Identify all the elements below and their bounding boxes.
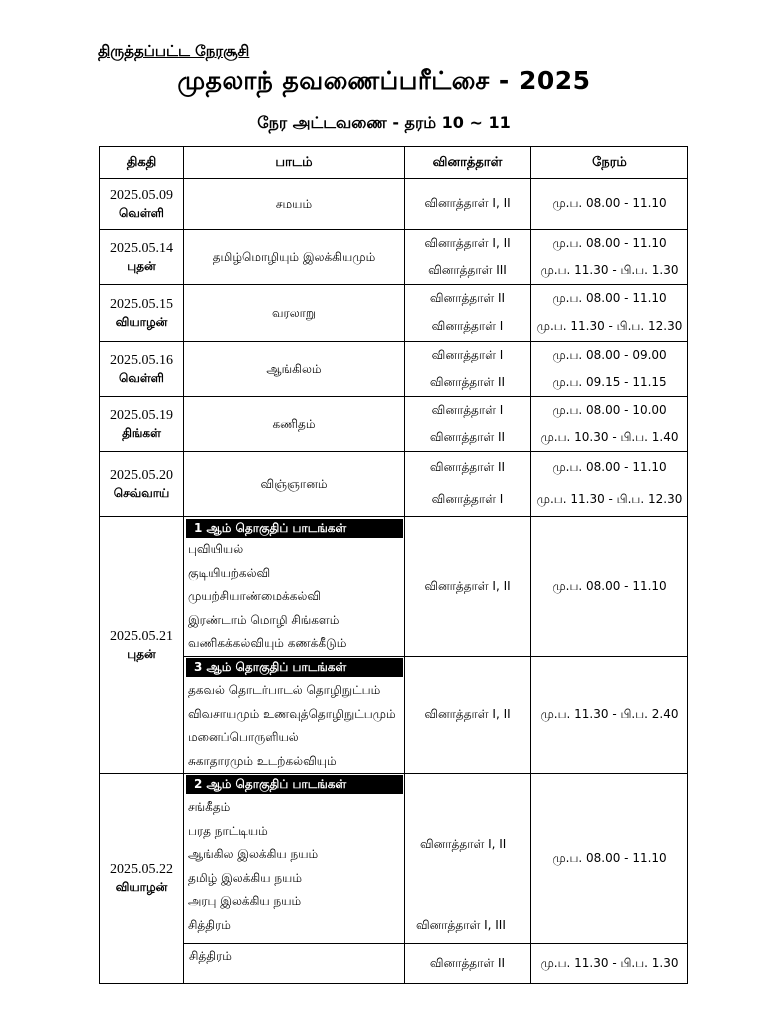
exam-day: புதன் <box>127 646 156 661</box>
subject-item: இரண்டாம் மொழி சிங்களம் <box>188 612 340 627</box>
table-row-date-cell <box>100 452 184 517</box>
time-cell <box>531 179 688 230</box>
paper-label: வினாத்தாள் I <box>431 319 504 333</box>
time-label: மு.ப. 11.30 - பி.ப. 12.30 <box>536 492 683 506</box>
time-cell <box>531 342 688 397</box>
group-1-title: 1 ஆம் தொகுதிப் பாடங்கள் <box>186 519 403 538</box>
exam-day: வெள்ளி <box>119 205 164 220</box>
column-header-paper: வினாத்தாள் <box>405 147 531 179</box>
paper-cell <box>405 657 531 774</box>
timetable-grid <box>99 146 688 984</box>
paper-label: வினாத்தாள் II <box>429 374 506 389</box>
time-cell <box>531 452 688 517</box>
table-row-date-cell <box>100 285 184 342</box>
revised-schedule-note: திருத்தப்பட்ட நேரசூசி <box>98 42 250 60</box>
paper-label: வினாத்தாள் I, III <box>416 918 506 932</box>
paper-cell <box>405 517 531 657</box>
subject-cell: விஞ்ஞானம் <box>184 452 405 517</box>
subject-item: சங்கீதம் <box>188 800 231 814</box>
exam-date: 2025.05.15 <box>110 296 173 312</box>
time-cell <box>531 657 688 774</box>
paper-cell <box>405 944 531 983</box>
exam-day: திங்கள் <box>122 425 161 440</box>
subject-item: தகவல் தொடர்பாடல் தொழிநுட்பம் <box>188 683 381 697</box>
time-label: மு.ப. 11.30 - பி.ப. 2.40 <box>540 707 679 721</box>
paper-cell <box>405 285 531 342</box>
paper-cell <box>405 179 531 230</box>
subject-item: புவியியல் <box>188 542 244 556</box>
paper-label: வினாத்தாள் I, II <box>420 837 507 851</box>
subject-cell: வரலாறு <box>184 285 405 342</box>
exam-date: 2025.05.14 <box>110 240 173 256</box>
subject-item: விவசாயமும் உணவுத்தொழிநுட்பமும் <box>188 706 396 721</box>
group-1-subject-list <box>188 538 346 656</box>
time-label: மு.ப. 08.00 - 11.10 <box>552 850 667 865</box>
exam-day: வியாழன் <box>115 314 168 329</box>
group-3-subject-list <box>188 679 396 773</box>
column-header-subject: பாடம் <box>184 147 405 179</box>
table-row-date-cell <box>100 179 184 230</box>
time-label: மு.ப. 08.00 - 10.00 <box>552 402 667 417</box>
time-label: மு.ப. 10.30 - பி.ப. 1.40 <box>540 429 679 444</box>
paper-label: வினாத்தாள் II <box>429 955 506 970</box>
time-label: மு.ப. 11.30 - பி.ப. 12.30 <box>536 319 683 333</box>
time-label: மு.ப. 11.30 - பி.ப. 1.30 <box>540 262 679 277</box>
exam-title: முதலாந் தவணைப்பரீட்சை - 2025 <box>177 66 591 95</box>
subject-item: ஆங்கில இலக்கிய நயம் <box>188 847 319 861</box>
time-label: மு.ப. 09.15 - 11.15 <box>552 374 667 389</box>
exam-day: வெள்ளி <box>119 370 164 385</box>
subject-item: தமிழ் இலக்கிய நயம் <box>188 870 302 885</box>
group-3-title: 3 ஆம் தொகுதிப் பாடங்கள் <box>186 658 403 677</box>
table-row-date-cell <box>100 230 184 285</box>
paper-label: வினாத்தாள் III <box>428 262 507 277</box>
time-cell <box>531 285 688 342</box>
time-label: மு.ப. 08.00 - 11.10 <box>552 291 667 305</box>
subject-item: சுகாதாரமும் உடற்கல்வியும் <box>188 753 337 768</box>
time-label: மு.ப. 08.00 - 11.10 <box>552 460 667 474</box>
paper-label: வினாத்தாள் I, II <box>424 235 511 250</box>
column-header-date: திகதி <box>100 147 184 179</box>
subject-item: முயற்சியாண்மைக்கல்வி <box>188 589 321 603</box>
timetable-subtitle: நேர அட்டவணை - தரம் 10 ~ 11 <box>257 113 511 132</box>
time-cell <box>531 774 688 944</box>
subject-cell: தமிழ்மொழியும் இலக்கியமும் <box>184 230 405 285</box>
column-header-time: நேரம் <box>531 147 688 179</box>
table-row-date-cell <box>100 397 184 452</box>
exam-date: 2025.05.20 <box>110 467 173 483</box>
group-2-subject-list <box>188 796 318 937</box>
table-row-date-cell <box>100 342 184 397</box>
exam-date: 2025.05.22 <box>110 862 173 877</box>
time-cell <box>531 230 688 285</box>
subject-cell: ஆங்கிலம் <box>184 342 405 397</box>
exam-date: 2025.05.16 <box>110 352 173 368</box>
exam-day: வியாழன் <box>115 880 168 895</box>
paper-label: வினாத்தாள் I, II <box>424 578 511 593</box>
paper-label: வினாத்தாள் I <box>431 347 504 362</box>
paper-label: வினாத்தாள் I <box>431 402 504 417</box>
paper-label: வினாத்தாள் II <box>429 429 506 444</box>
time-label: மு.ப. 08.00 - 11.10 <box>552 578 667 593</box>
table-row-date-cell <box>100 517 184 774</box>
paper-cell <box>405 452 531 517</box>
time-label: மு.ப. 11.30 - பி.ப. 1.30 <box>540 955 679 970</box>
time-label: மு.ப. 08.00 - 11.10 <box>552 196 667 210</box>
paper-cell <box>405 397 531 452</box>
exam-date: 2025.05.21 <box>110 628 173 644</box>
subject-cell: சமயம் <box>184 179 405 230</box>
subject-item: வணிகக்கல்வியும் கணக்கீடும் <box>188 636 347 650</box>
paper-label: வினாத்தாள் I <box>431 492 504 506</box>
subject-item: பரத நாட்டியம் <box>188 823 268 838</box>
exam-date: 2025.05.19 <box>110 407 173 423</box>
exam-day: புதன் <box>127 258 156 273</box>
exam-day: செவ்வாய் <box>113 485 170 500</box>
time-cell <box>531 517 688 657</box>
time-label: மு.ப. 08.00 - 09.00 <box>552 347 667 362</box>
subject-item: சித்திரம் <box>188 917 231 932</box>
paper-cell <box>405 342 531 397</box>
paper-cell <box>405 774 531 944</box>
paper-label: வினாத்தாள் I, II <box>424 707 511 721</box>
subject-item: மனைப்பொருளியல் <box>188 730 299 744</box>
paper-label: வினாத்தாள் II <box>429 291 506 305</box>
group-2-title: 2 ஆம் தொகுதிப் பாடங்கள் <box>186 775 403 794</box>
paper-label: வினாத்தாள் II <box>429 460 506 474</box>
table-row-date-cell <box>100 774 184 983</box>
paper-label: வினாத்தாள் I, II <box>424 196 511 210</box>
subject-item: அரபு இலக்கிய நயம் <box>188 894 302 908</box>
exam-date: 2025.05.09 <box>110 187 173 203</box>
subject-cell: சித்திரம் <box>184 944 405 983</box>
paper-cell <box>405 230 531 285</box>
time-cell <box>531 397 688 452</box>
time-label: மு.ப. 08.00 - 11.10 <box>552 235 667 250</box>
subject-item: குடியியற்கல்வி <box>188 565 271 580</box>
time-cell <box>531 944 688 983</box>
subject-cell: கணிதம் <box>184 397 405 452</box>
